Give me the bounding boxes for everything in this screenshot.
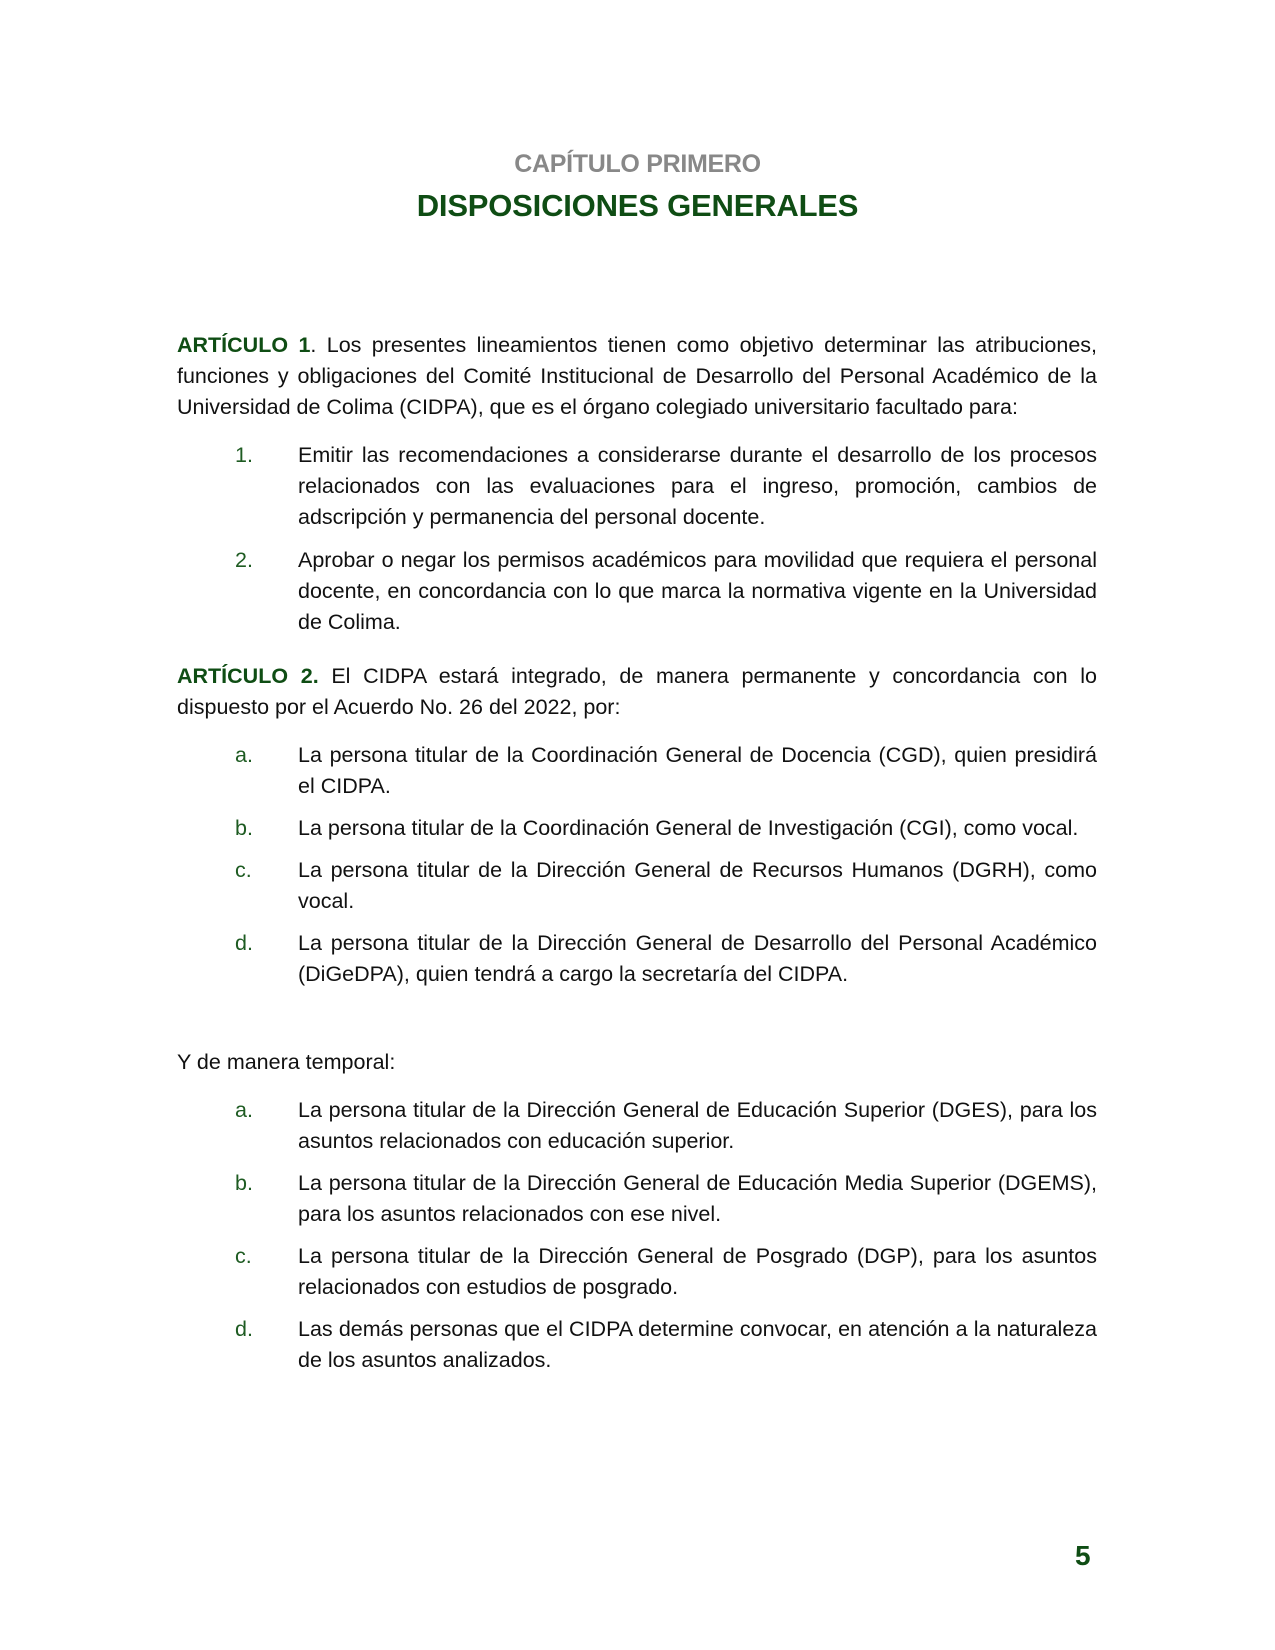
article-2-text: El CIDPA estará integrado, de manera permanente y concordancia con lo dispuesto por el Acuerdo No. 26 del 2022, por: <box>177 664 1097 719</box>
list-item-text: La persona titular de la Dirección General de Recursos Humanos (DGRH), como vocal. <box>298 858 1097 913</box>
list-item-text: La persona titular de la Dirección General de Educación Media Superior (DGEMS), para los asuntos relacionados con ese nivel. <box>298 1171 1097 1226</box>
page-number: 5 <box>1075 1540 1091 1571</box>
article-1-label: ARTÍCULO 1 <box>177 333 311 357</box>
temporal-intro: Y de manera temporal: <box>177 1050 396 1074</box>
article-2-temporal-list <box>177 1095 1097 1376</box>
list-item <box>177 740 1097 802</box>
list-marker: c. <box>235 1244 252 1268</box>
list-marker: 2. <box>235 548 253 572</box>
list-marker: a. <box>235 1098 253 1122</box>
list-item-text: Las demás personas que el CIDPA determine convocar, en atención a la naturaleza de los asuntos analizados. <box>298 1317 1097 1372</box>
list-marker: a. <box>235 743 253 767</box>
article-2-permanent-list <box>177 740 1097 990</box>
list-item <box>177 1241 1097 1303</box>
list-item-text: La persona titular de la Dirección General de Posgrado (DGP), para los asuntos relacionados con estudios de posgrado. <box>298 1244 1097 1299</box>
list-item <box>177 928 1097 990</box>
article-1-paragraph <box>177 330 1097 423</box>
section-title: DISPOSICIONES GENERALES <box>416 188 859 223</box>
list-marker: 1. <box>235 443 253 467</box>
list-item <box>177 1314 1097 1376</box>
list-item-text: Aprobar o negar los permisos académicos para movilidad que requiera el personal docente, en concordancia con lo que marca la normativa vigente en la Universidad de Colima. <box>298 548 1097 634</box>
list-item <box>177 813 1097 844</box>
list-item-text: La persona titular de la Coordinación General de Docencia (CGD), quien presidirá el CIDPA. <box>298 743 1097 798</box>
list-marker: d. <box>235 931 253 955</box>
list-item-text: La persona titular de la Coordinación General de Investigación (CGI), como vocal. <box>298 816 1079 840</box>
list-item-text: La persona titular de la Dirección General de Educación Superior (DGES), para los asuntos relacionados con educación superior. <box>298 1098 1097 1153</box>
list-marker: d. <box>235 1317 253 1341</box>
list-item <box>177 545 1097 638</box>
list-item <box>177 1095 1097 1157</box>
list-item-text: Emitir las recomendaciones a considerarse durante el desarrollo de los procesos relacionados con las evaluaciones para el ingreso, promoción, cambios de adscripción y permanencia del personal docente. <box>298 443 1097 529</box>
list-marker: b. <box>235 816 253 840</box>
article-1-label-punct: . <box>310 333 317 357</box>
list-item-text: La persona titular de la Dirección General de Desarrollo del Personal Académico (DiGeDPA), quien tendrá a cargo la secretaría del CIDPA. <box>298 931 1097 986</box>
article-2-paragraph <box>177 661 1097 723</box>
chapter-heading: CAPÍTULO PRIMERO <box>514 150 761 178</box>
list-item <box>177 1168 1097 1230</box>
list-marker: b. <box>235 1171 253 1195</box>
article-1-list <box>177 440 1097 638</box>
article-1-text: Los presentes lineamientos tienen como objetivo determinar las atribuciones, funciones y obligaciones del Comité Institucional de Desarrollo del Personal Académico de la Universidad de Colima (CIDPA), que es el órgano colegiado universitario facultado para: <box>177 333 1097 419</box>
list-marker: c. <box>235 858 252 882</box>
list-item <box>177 855 1097 917</box>
list-item <box>177 440 1097 533</box>
article-2-label: ARTÍCULO 2. <box>177 664 319 688</box>
